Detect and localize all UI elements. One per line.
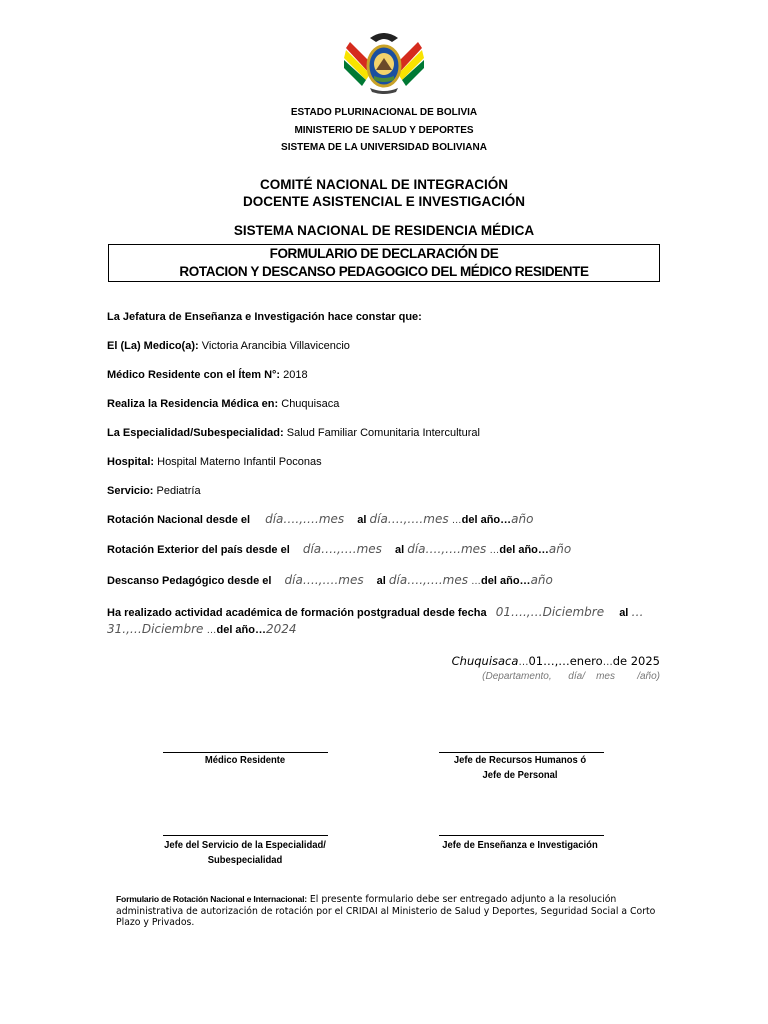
postgrado-al-dots: … — [631, 605, 644, 619]
signature-label-servicio — [151, 838, 340, 868]
period-descanso-ano: año — [530, 573, 553, 587]
place-date-legend: (Departamento, día/ mes /año) — [482, 671, 660, 682]
place-date — [452, 654, 660, 668]
committee-title-2: DOCENTE ASISTENCIAL E INVESTIGACIÓN — [242, 194, 526, 209]
place-month: enero — [569, 654, 603, 668]
system-title: SISTEMA NACIONAL DE RESIDENCIA MÉDICA — [233, 223, 535, 238]
form-title — [108, 245, 660, 281]
period-descanso-label: Descanso Pedagógico desde el — [107, 575, 272, 587]
field-medico-value: Victoria Arancibia Villavicencio — [201, 340, 350, 352]
form-title-line-2: ROTACION Y DESCANSO PEDAGOGICO DEL MÉDICO RESIDENTE — [179, 264, 589, 279]
period-descanso-to: día….,….mes — [388, 573, 468, 587]
period-nacional-del-ano: del año… — [461, 514, 512, 526]
signature-label-servicio-2: Subespecialidad — [207, 854, 283, 866]
period-nacional-to: día….,….mes — [369, 512, 449, 526]
signature-line-3 — [163, 835, 328, 836]
field-servicio-label: Servicio: — [107, 485, 154, 497]
place-dots-2: … — [602, 657, 613, 668]
field-hospital — [107, 456, 322, 468]
footnote-text: El presente formulario debe ser entregado adjunto a la resolución administrativa de autorización de rotación por el CRIDAI al Ministerio de Salud y Deportes, Seguridad Social a Corto Plazo y Privados. — [116, 894, 656, 928]
period-nacional-label: Rotación Nacional desde el — [107, 514, 251, 526]
signature-label-rrhh — [430, 753, 610, 783]
footnote — [116, 894, 676, 929]
field-medico-label: El (La) Medico(a): — [107, 340, 199, 352]
period-nacional-from: día….,….mes — [265, 512, 345, 526]
postgrado-from: 01….,…Diciembre — [495, 605, 605, 619]
field-residencia-label: Realiza la Residencia Médica en: — [107, 398, 279, 410]
header-line-state: ESTADO PLURINACIONAL DE BOLIVIA — [290, 107, 478, 118]
signature-label-ensenanza: Jefe de Enseñanza e Investigación — [442, 839, 598, 851]
field-residencia-value: Chuquisaca — [281, 398, 340, 410]
postgrado-row — [107, 604, 667, 639]
period-exterior-label: Rotación Exterior del país desde el — [107, 544, 290, 556]
coat-of-arms-emblem — [340, 28, 428, 96]
period-nacional-dots: … — [451, 515, 462, 526]
form-title-line-1: FORMULARIO DE DECLARACIÓN DE — [269, 246, 499, 261]
postgrado-al: al — [619, 607, 629, 619]
period-exterior-al: al — [394, 544, 405, 556]
field-residencia — [107, 398, 339, 410]
period-descanso-dots: … — [471, 576, 482, 587]
period-descanso — [107, 573, 553, 587]
place-sep: ,… — [554, 654, 570, 668]
postgrado-to: 31.,…Diciembre — [107, 622, 204, 636]
place-city: Chuquisaca — [451, 654, 519, 668]
period-exterior-del-ano: del año… — [499, 544, 549, 556]
field-especialidad — [107, 427, 480, 439]
place-dots-1: … — [518, 657, 529, 668]
place-day: 01… — [528, 654, 555, 668]
place-year: de 2025 — [612, 654, 660, 668]
field-item-value: 2018 — [283, 369, 308, 381]
header-line-university: SISTEMA DE LA UNIVERSIDAD BOLIVIANA — [281, 142, 487, 153]
period-descanso-del-ano: del año… — [481, 575, 531, 587]
period-nacional-ano: año — [511, 512, 534, 526]
field-especialidad-value: Salud Familiar Comunitaria Intercultural — [286, 427, 480, 439]
period-nacional-al: al — [357, 514, 367, 526]
field-item — [107, 369, 308, 381]
header-line-ministry: MINISTERIO DE SALUD Y DEPORTES — [294, 125, 474, 136]
field-hospital-label: Hospital: — [107, 456, 155, 468]
field-servicio-value: Pediatría — [156, 485, 201, 497]
period-descanso-from: día….,….mes — [284, 573, 364, 587]
postgrado-year: 2024 — [266, 622, 297, 636]
period-exterior-dots: … — [489, 545, 500, 556]
signature-line-4 — [439, 835, 604, 836]
period-exterior-ano: año — [548, 542, 572, 556]
signature-label-rrhh-1: Jefe de Recursos Humanos ó — [453, 754, 587, 766]
postgrado-del-ano: del año… — [216, 624, 266, 636]
field-hospital-value: Hospital Materno Infantil Poconas — [157, 456, 322, 468]
period-descanso-al: al — [376, 575, 386, 587]
signature-label-servicio-1: Jefe del Servicio de la Especialidad/ — [164, 839, 326, 851]
period-exterior-from: día….,….mes — [302, 542, 382, 556]
signature-label-medico: Médico Residente — [204, 754, 286, 766]
field-especialidad-label: La Especialidad/Subespecialidad: — [107, 427, 284, 439]
field-medico — [107, 340, 350, 352]
signature-label-rrhh-2: Jefe de Personal — [482, 769, 558, 781]
field-servicio — [107, 485, 201, 497]
footnote-bold: Formulario de Rotación Nacional e Internacional: — [116, 894, 307, 904]
postgrado-label: Ha realizado actividad académica de formación postgradual desde fecha — [107, 607, 487, 619]
postgrado-dots: … — [206, 625, 217, 636]
committee-title-1: COMITÉ NACIONAL DE INTEGRACIÓN — [259, 177, 508, 192]
period-exterior-to: día….,….mes — [407, 542, 487, 556]
period-nacional — [107, 512, 533, 526]
field-item-label: Médico Residente con el Ítem N°: — [107, 369, 281, 381]
period-exterior — [107, 542, 571, 556]
intro-text: La Jefatura de Enseñanza e Investigación hace constar que: — [107, 311, 422, 323]
